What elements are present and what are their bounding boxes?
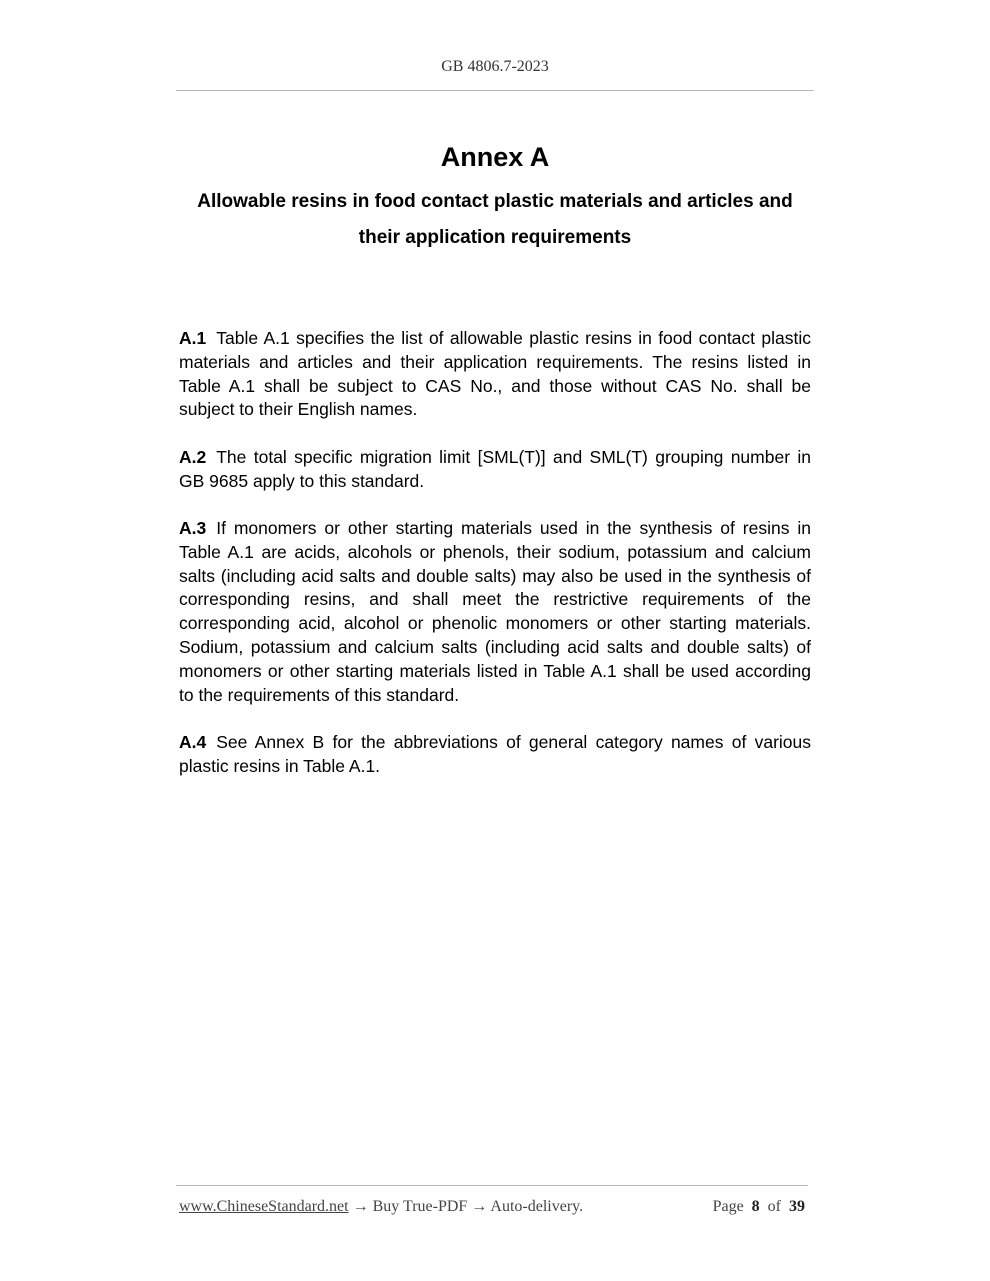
clause-a2 [179,446,811,494]
page-indicator [713,1198,805,1216]
page-footer [179,1198,805,1216]
header-divider [176,90,814,91]
page-number: 8 [751,1198,760,1215]
clause-number: A.1 [179,328,207,348]
footer-divider [176,1185,808,1186]
clause-number: A.4 [179,732,207,752]
clause-text: Table A.1 specifies the list of allowable plastic resins in food contact plastic materials and articles and their application requirements. The resins listed in Table A.1 shall be subject to CAS No., and those without CAS No. shall be subject to their English names. [179,328,811,420]
website-link[interactable]: www.ChineseStandard.net [179,1198,349,1215]
clause-a4 [179,731,811,779]
clause-text: If monomers or other starting materials used in the synthesis of resins in Table A.1 are acids, alcohols or phenols, their sodium, potassium and calcium salts (including acid salts and double salts) may also be used in the synthesis of corresponding resins, and shall meet the restrictive requirements of the corresponding acid, alcohol or phenolic monomers or other starting materials. Sodium, potassium and calcium salts (including acid salts and double salts) of monomers or other starting materials listed in Table A.1 shall be used according to the requirements of this standard. [179,518,811,705]
page-total: 39 [789,1198,805,1215]
arrow-right-icon: → [348,1198,373,1215]
clause-text: The total specific migration limit [SML(T)] and SML(T) grouping number in GB 9685 apply to this standard. [179,447,811,491]
footer-promo [179,1198,583,1216]
clause-text: See Annex B for the abbreviations of general category names of various plastic resins in Table A.1. [179,732,811,776]
running-header: GB 4806.7-2023 [441,58,549,75]
clause-a1 [179,327,811,422]
clause-number: A.3 [179,518,207,538]
clause-number: A.2 [179,447,207,467]
page-label: Page [712,1198,744,1215]
buy-text: Buy True-PDF [372,1198,468,1215]
arrow-right-icon: → [467,1198,491,1215]
of-label: of [767,1198,781,1215]
delivery-text: Auto-delivery. [490,1198,584,1215]
annex-title: Annex A [440,142,550,172]
annex-subtitle: Allowable resins in food contact plastic materials and articles and their application requirements [197,191,793,248]
clause-a3 [179,517,811,707]
